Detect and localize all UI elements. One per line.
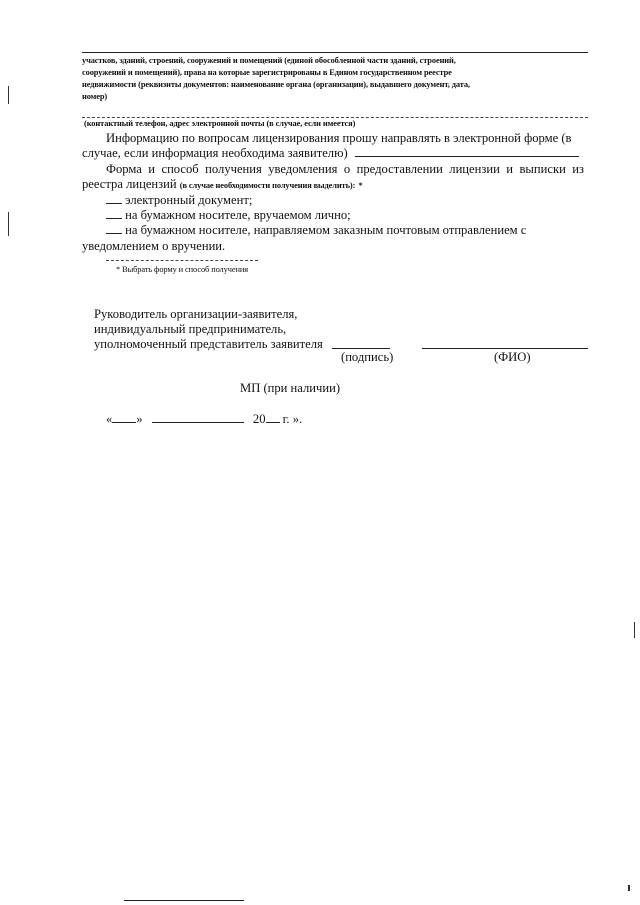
property-note-line-1: участков, зданий, строений, сооружений и помещений (единой обособленной части зданий, строений, xyxy=(82,56,456,65)
date-month-blank[interactable] xyxy=(152,412,244,423)
option-electronic-label: электронный документ; xyxy=(125,193,253,207)
option-paper-personal xyxy=(106,208,351,224)
date-line xyxy=(106,412,302,428)
option-paper-mail-cont: уведомлением о вручении. xyxy=(82,239,226,253)
option-paper-mail-label: на бумажном носителе, направляемом заказным почтовым отправлением с xyxy=(125,223,527,237)
signature-blank[interactable] xyxy=(332,348,390,349)
option-electronic-checkbox[interactable] xyxy=(106,193,122,204)
footnote-rule xyxy=(106,260,258,261)
scan-edge-mark xyxy=(634,622,635,638)
notification-line-2-main: реестра лицензий xyxy=(82,177,177,191)
date-year-prefix: 20 xyxy=(252,412,266,426)
signatory-line-2: индивидуальный предприниматель, xyxy=(94,322,287,336)
property-note-line-3: недвижимости (реквизиты документов: наименование органа (организации), выдавшего документ, дата, xyxy=(82,80,470,89)
option-electronic xyxy=(106,193,252,209)
scan-edge-mark xyxy=(8,86,9,104)
property-note-line-4: номер) xyxy=(82,92,108,101)
property-note-line-2: сооружений и помещений), права на которые зарегистрированы в Едином государственном реестре xyxy=(82,68,452,77)
signatory-line-3: уполномоченный представитель заявителя xyxy=(94,337,323,351)
electronic-info-line-2-text: случае, если информация необходима заявителю) xyxy=(82,146,348,160)
scan-edge-mark xyxy=(8,212,9,236)
fio-blank[interactable] xyxy=(422,348,588,349)
date-close-quote: » xyxy=(136,412,143,426)
stamp-label: МП (при наличии) xyxy=(240,381,341,395)
electronic-info-line-1: Информацию по вопросам лицензирования прошу направлять в электронной форме (в xyxy=(106,131,572,145)
date-open-quote: « xyxy=(106,412,113,426)
scan-edge-mark xyxy=(628,885,630,891)
electronic-info-blank[interactable] xyxy=(355,146,579,157)
date-suffix: г. ». xyxy=(282,412,303,426)
fio-label: (ФИО) xyxy=(494,350,531,364)
notification-asterisk: * xyxy=(358,181,363,190)
footnote: * Выбрать форму и способ получения xyxy=(116,265,248,274)
date-day-blank[interactable] xyxy=(112,412,136,423)
option-paper-mail xyxy=(106,223,526,239)
signatory-line-1: Руководитель организации-заявителя, xyxy=(94,307,298,321)
electronic-info-line-2 xyxy=(82,146,579,162)
top-rule xyxy=(82,52,588,53)
option-paper-mail-checkbox[interactable] xyxy=(106,223,122,234)
option-paper-personal-label: на бумажном носителе, вручаемом лично; xyxy=(125,208,351,222)
notification-line-2 xyxy=(82,177,363,193)
contact-note: (контактный телефон, адрес электронной почты (в случае, если имеется) xyxy=(84,119,356,128)
bottom-page-rule xyxy=(124,900,244,901)
notification-line-1: Форма и способ получения уведомления о предоставлении лицензии и выписки из xyxy=(106,162,584,176)
signature-label: (подпись) xyxy=(341,350,394,364)
date-year-blank[interactable] xyxy=(266,412,280,423)
option-paper-personal-checkbox[interactable] xyxy=(106,208,122,219)
notification-line-2-small: (в случае необходимости получения выделить): xyxy=(179,181,356,190)
